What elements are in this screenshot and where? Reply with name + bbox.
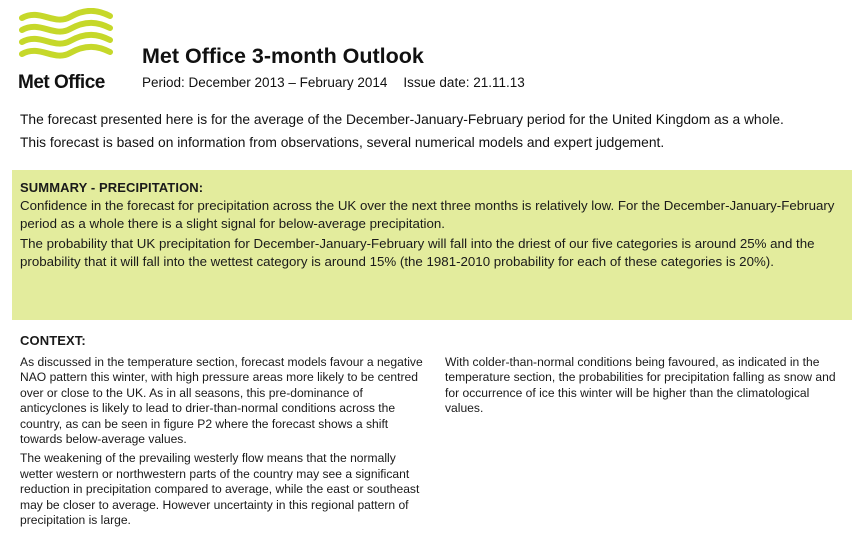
summary-paragraph-1: Confidence in the forecast for precipitation across the UK over the next three months is relatively low. For the December-January-February period as a whole there is a slight signal for below-average precipitation.: [20, 198, 835, 231]
page-title: Met Office 3-month Outlook: [142, 44, 424, 68]
period-text: Period: December 2013 – February 2014: [142, 75, 388, 90]
context-heading: CONTEXT:: [20, 333, 86, 348]
met-office-logo: [18, 8, 118, 92]
intro-line-1: The forecast presented here is for the average of the December-January-February period for the United Kingdom as a whole.: [20, 112, 784, 127]
logo-text: Met Office: [18, 72, 105, 93]
summary-box: [12, 170, 852, 320]
intro-line-2: This forecast is based on information from observations, several numerical models and expert judgement.: [20, 135, 665, 150]
outlook-meta: [142, 75, 525, 90]
context-paragraph-2: The weakening of the prevailing westerly flow means that the normally wetter western or northwestern parts of the country may see a significant reduction in precipitation compared to average, while the east or southeast may be closer to average. However uncertainty in this regional pattern of precipitation is large.: [20, 451, 420, 528]
issue-date-text: Issue date: 21.11.13: [403, 75, 525, 90]
context-left-column: [20, 355, 425, 532]
context-paragraph-3: With colder-than-normal conditions being favoured, as indicated in the temperature section, the probabilities for precipitation falling as snow and for occurrence of ice this winter will be higher than the climatological values.: [445, 355, 836, 416]
context-right-column: [445, 355, 845, 421]
context-paragraph-1: As discussed in the temperature section, forecast models favour a negative NAO pattern this winter, with high pressure areas more likely to be centred over or close to the UK. As in all seasons, this pre-dominance of anticyclones is likely to lead to drier-than-normal conditions across the country, as can be seen in figure P2 where the forecast shows a shift towards below-average values.: [20, 355, 423, 447]
met-office-wave-logo-icon: [18, 8, 114, 70]
summary-paragraph-2: The probability that UK precipitation for December-January-February will fall into the driest of our five categories is around 25% and the probability that it will fall into the wettest category is around 15% (the 1981-2010 probability for each of these categories is 20%).: [20, 236, 815, 269]
intro-section: [20, 108, 850, 154]
summary-heading: SUMMARY - PRECIPITATION:: [20, 180, 204, 195]
